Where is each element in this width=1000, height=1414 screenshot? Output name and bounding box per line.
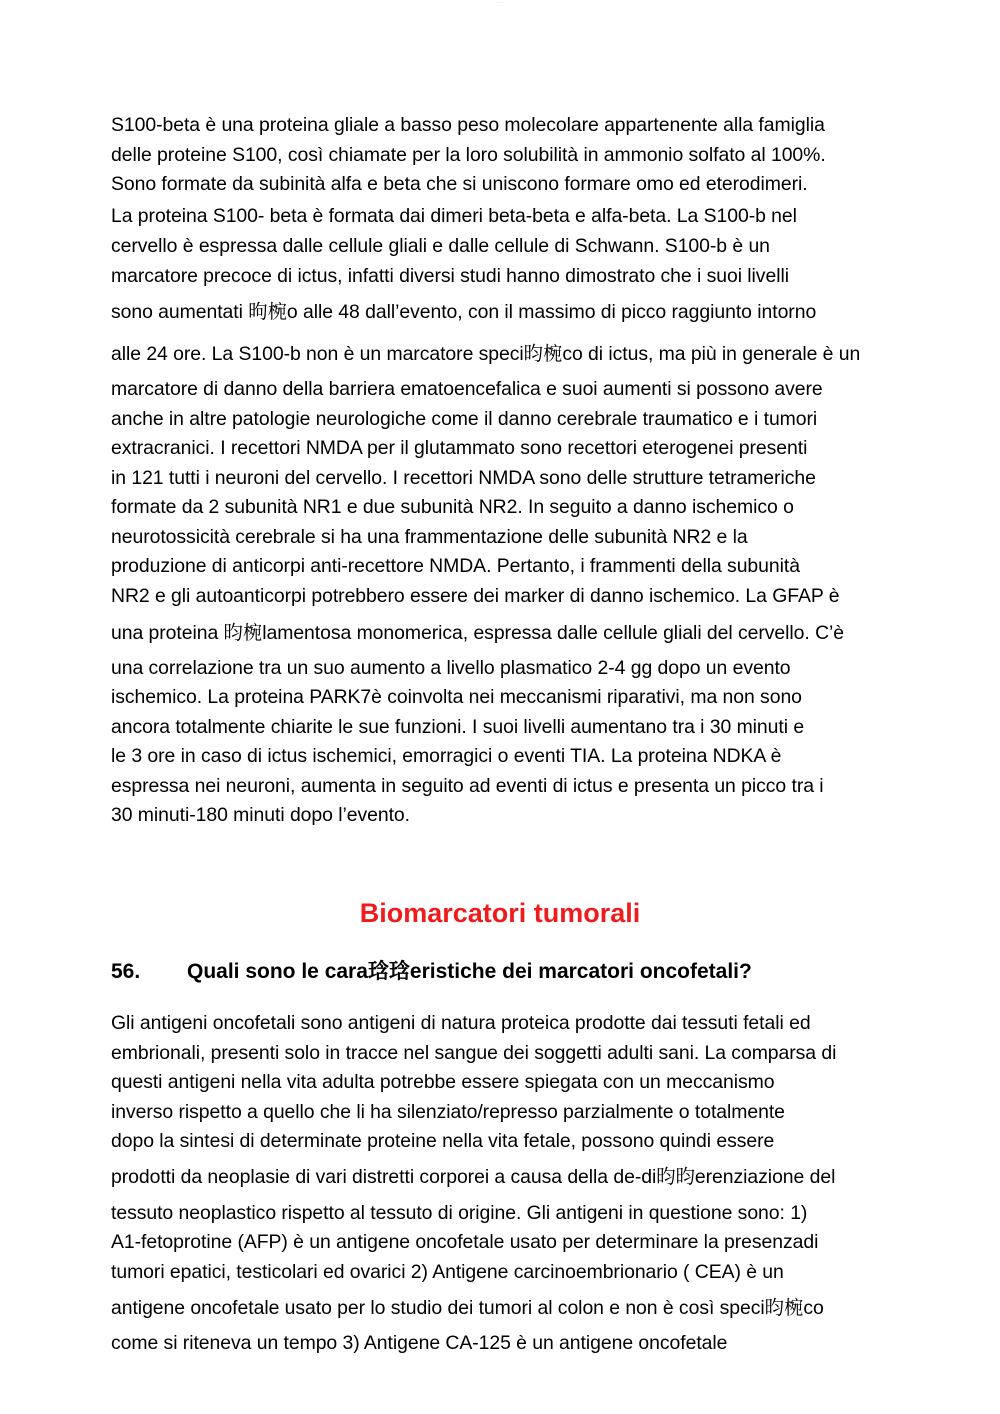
paragraph-line: ancora totalmente chiarite le sue funzioni. I suoi livelli aumentano tra i 30 minuti e: [111, 716, 805, 738]
paragraph-line: una proteina 昀椀lamentosa monomerica, espressa dalle cellule gliali del cervello. C’è: [111, 622, 845, 644]
paragraph-line: sono aumentati 昫椀o alle 48 dall’evento, con il massimo di picco raggiunto intorno: [111, 301, 817, 323]
paragraph-line: anche in altre patologie neurologiche come il danno cerebrale traumatico e i tumori: [111, 408, 818, 430]
paragraph-line: S100-beta è una proteina gliale a basso peso molecolare appartenente alla famiglia: [111, 114, 825, 136]
paragraph-line: tumori epatici, testicolari ed ovarici 2) Antigene carcinoembrionario ( CEA) è un: [111, 1261, 784, 1283]
paragraph-line: NR2 e gli autoanticorpi potrebbero essere dei marker di danno ischemico. La GFAP è: [111, 585, 840, 607]
paragraph-oncofetal: [111, 1011, 901, 1361]
paragraph-line: 30 minuti-180 minuti dopo l’evento.: [111, 804, 410, 826]
paragraph-line: una correlazione tra un suo aumento a livello plasmatico 2-4 gg dopo un evento: [111, 657, 791, 679]
paragraph-line: Gli antigeni oncofetali sono antigeni di natura proteica prodotte dai tessuti fetali ed: [111, 1012, 811, 1034]
header-mark: ............: [494, 0, 505, 4]
paragraph-line: marcatore precoce di ictus, infatti diversi studi hanno dimostrato che i suoi livelli: [111, 265, 789, 287]
paragraph-line: tessuto neoplastico rispetto al tessuto di origine. Gli antigeni in questione sono: 1): [111, 1202, 808, 1224]
question-heading: [111, 958, 752, 986]
paragraph-line: dopo la sintesi di determinate proteine nella vita fetale, possono quindi essere: [111, 1130, 775, 1152]
paragraph-line: formate da 2 subunità NR1 e due subunità NR2. In seguito a danno ischemico o: [111, 496, 794, 518]
paragraph-line: in 121 tutti i neuroni del cervello. I recettori NMDA sono delle strutture tetrameriche: [111, 467, 816, 489]
paragraph-line: delle proteine S100, così chiamate per la loro solubilità in ammonio solfato al 100%.: [111, 144, 826, 166]
question-text: Quali sono le cara琀琀eristiche dei marcatori oncofetali?: [187, 960, 752, 983]
paragraph-line: antigene oncofetale usato per lo studio dei tumori al colon e non è così speci昀椀co: [111, 1297, 824, 1319]
paragraph-line: le 3 ore in caso di ictus ischemici, emorragici o eventi TIA. La proteina NDKA è: [111, 745, 782, 767]
paragraph-line: produzione di anticorpi anti-recettore NMDA. Pertanto, i frammenti della subunità: [111, 555, 800, 577]
paragraph-line: come si riteneva un tempo 3) Antigene CA-125 è un antigene oncofetale: [111, 1332, 728, 1354]
paragraph-line: questi antigeni nella vita adulta potrebbe essere spiegata con un meccanismo: [111, 1071, 775, 1093]
question-number: 56.: [111, 960, 141, 983]
paragraph-line: inverso rispetto a quello che li ha silenziato/represso parzialmente o totalmente: [111, 1101, 785, 1123]
paragraph-line: alle 24 ore. La S100-b non è un marcatore speci昀椀co di ictus, ma più in generale è un: [111, 343, 861, 365]
paragraph-line: marcatore di danno della barriera ematoencefalica e suoi aumenti si possono avere: [111, 378, 823, 400]
section-title: Biomarcatori tumorali: [359, 898, 641, 928]
paragraph-line: neurotossicità cerebrale si ha una frammentazione delle subunità NR2 e la: [111, 526, 748, 548]
paragraph-line: embrionali, presenti solo in tracce nel sangue dei soggetti adulti sani. La comparsa di: [111, 1042, 837, 1064]
paragraph-line: espressa nei neuroni, aumenta in seguito ad eventi di ictus e presenta un picco tra i: [111, 775, 824, 797]
paragraph-stroke-markers: [111, 113, 901, 833]
paragraph-line: La proteina S100- beta è formata dai dimeri beta-beta e alfa-beta. La S100-b nel: [111, 205, 797, 227]
paragraph-line: ischemico. La proteina PARK7è coinvolta nei meccanismi riparativi, ma non sono: [111, 686, 802, 708]
paragraph-line: extracranici. I recettori NMDA per il glutammato sono recettori eterogenei presenti: [111, 437, 808, 459]
paragraph-line: A1-fetoprotine (AFP) è un antigene oncofetale usato per determinare la presenzadi: [111, 1231, 819, 1253]
paragraph-line: cervello è espressa dalle cellule gliali e dalle cellule di Schwann. S100-b è un: [111, 235, 770, 257]
paragraph-line: prodotti da neoplasie di vari distretti corporei a causa della de-di昀昀erenziazione del: [111, 1166, 836, 1188]
paragraph-line: Sono formate da subinità alfa e beta che si uniscono formare omo ed eterodimeri.: [111, 173, 808, 195]
